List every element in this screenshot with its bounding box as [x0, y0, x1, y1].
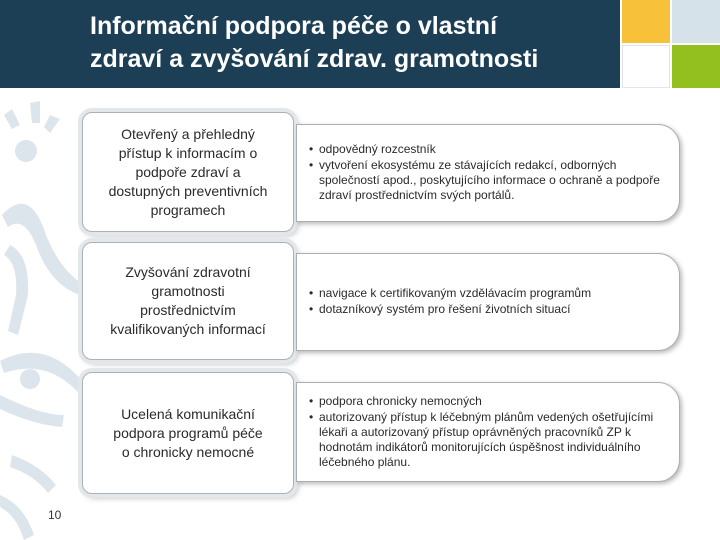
- row-1-detail-box: [296, 124, 680, 222]
- row-1-bullet-1: • odpovědný rozcestník: [309, 142, 669, 157]
- tile-yellow: [622, 0, 670, 43]
- row-1-heading-box: [82, 112, 294, 232]
- row-2-bullet-1: • navigace k certifikovaným vzdělávacím programům: [309, 286, 669, 301]
- row-2-detail-box: [296, 253, 680, 351]
- row-3-bullet-list: [309, 394, 669, 471]
- decorative-figure-graphic: [0, 95, 90, 540]
- tile-green: [672, 45, 720, 88]
- row-3-heading: Ucelená komunikační podpora programů péče o chronicky nemocné: [113, 405, 263, 460]
- corner-tiles: [622, 0, 720, 88]
- slide-title: Informační podpora péče o vlastní zdraví a zvyšování zdrav. gramotnosti: [90, 12, 539, 73]
- tile-white: [622, 45, 670, 88]
- row-2-bullet-list: [309, 286, 669, 318]
- row-1-bullet-list: [309, 142, 669, 204]
- row-3-bullet-1: • podpora chronicky nemocných: [309, 394, 669, 409]
- row-3-heading-box: [82, 372, 294, 494]
- row-2-heading: Zvyšování zdravotní gramotnosti prostřednictvím kvalifikovaných informací: [110, 264, 266, 337]
- row-1-bullet-2: • vytvoření ekosystému ze stávajících redakcí, odborných společností apod., poskytujícího informace o ochraně a podpoře zdraví prostřednictvím svých portálů.: [309, 158, 669, 203]
- decorative-figure: [0, 95, 90, 540]
- row-1-heading: Otevřený a přehledný přístup k informacím o podpoře zdraví a dostupných preventivních programech: [108, 125, 268, 218]
- row-3-bullet-2: • autorizovaný přístup k léčebným plánům vedených ošetřujícími lékaři a autorizovaný přístup oprávněných pracovníků ZP k hodnotám indikátorů monitorujících úspěšnost individuálního léčebného plánu.: [309, 410, 669, 470]
- row-3-detail-box: [296, 382, 680, 482]
- title-bar: [0, 0, 620, 88]
- row-2-bullet-2: • dotazníkový systém pro řešení životních situací: [309, 302, 669, 317]
- row-2-heading-box: [82, 242, 294, 360]
- tile-light: [672, 0, 720, 43]
- page-number: 10: [48, 508, 62, 522]
